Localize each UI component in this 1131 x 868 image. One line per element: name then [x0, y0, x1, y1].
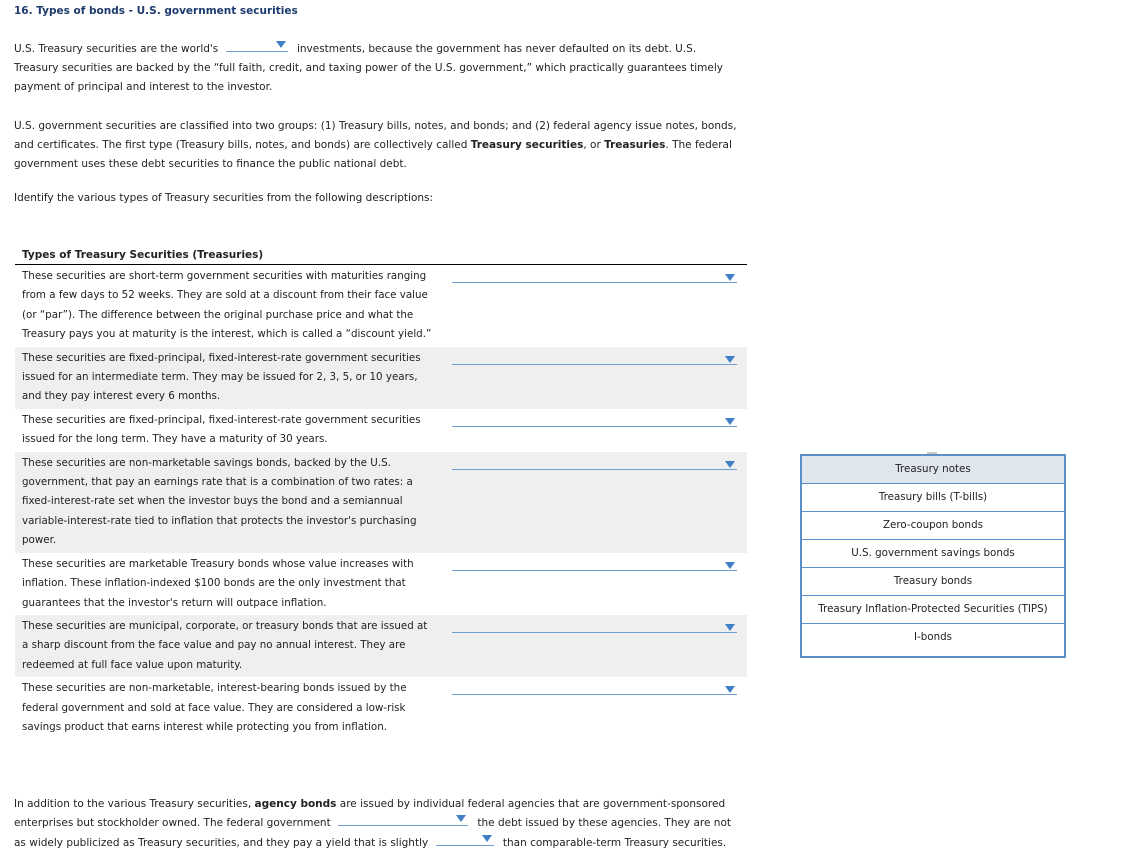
intro-text-before: U.S. Treasury securities are the world's [14, 43, 219, 55]
chevron-down-icon [456, 815, 466, 822]
treasuries-term: Treasuries [604, 139, 666, 151]
option-i-bonds[interactable]: I-bonds [913, 631, 952, 643]
option-treasury-notes[interactable]: Treasury notes [802, 456, 1064, 484]
guarantee-dropdown[interactable] [338, 814, 468, 826]
row-description: These securities are municipal, corporate, or treasury bonds that are issued at a sharp discount from the face value and pay no annual interest. They are redeemed at full face value upon maturity. [22, 619, 428, 671]
table-row [15, 452, 747, 553]
row-description: These securities are fixed-principal, fixed-interest-rate government securities issued for an intermediate term. They may be issued for 2, 3, 5, or 10 years, and they pay interest every 6 months. [22, 351, 421, 403]
chevron-down-icon [725, 418, 735, 425]
chevron-down-icon [725, 356, 735, 363]
safest-dropdown[interactable] [226, 40, 288, 52]
row-description: These securities are non-marketable savings bonds, backed by the U.S. government, that pay an earnings rate that is a combination of two rates: a fixed-interest-rate set when the investor buys the bond and a semiannual variable-interest-rate tied to inflation that protects the investor's purchasing power. [22, 456, 417, 547]
table-row [15, 615, 747, 677]
table-row [15, 409, 747, 452]
chevron-down-icon [276, 41, 286, 48]
agency-text-2: are issued by individual federal agencies that are government-sponsored enterprises but stockholder owned. The federal government [14, 798, 726, 830]
answer-dropdown-1[interactable] [452, 271, 737, 283]
chevron-down-icon [725, 274, 735, 281]
row-description: These securities are non-marketable, interest-bearing bonds issued by the federal government and sold at face value. They are considered a low-risk savings product that earns interest while protecting you from inflation. [22, 682, 407, 733]
intro-paragraph [14, 40, 744, 97]
chevron-down-icon [725, 624, 735, 631]
table-row [15, 553, 747, 615]
option-savings-bonds[interactable]: U.S. government savings bonds [802, 540, 1064, 568]
classification-text-3: . The federal government uses these debt securities to finance the public national debt. [14, 139, 732, 170]
chevron-down-icon [725, 562, 735, 569]
treasury-types-table [15, 246, 747, 739]
yield-dropdown[interactable] [436, 834, 494, 846]
chevron-down-icon [725, 461, 735, 468]
instruction-text: Identify the various types of Treasury securities from the following descriptions: [14, 192, 434, 204]
classification-text-1: U.S. government securities are classified into two groups: (1) Treasury bills, notes, and bonds; and (2) federal agency issue notes, bonds, and certificates. The first type (Treasury bills, notes, and bonds) are collectively called [14, 120, 737, 151]
row-description: These securities are marketable Treasury bonds whose value increases with inflation. These inflation-indexed $100 bonds are the only investment that guarantees that the investor's return will outpace inflation. [22, 557, 414, 609]
intro-text-after: investments, because the government has never defaulted on its debt. U.S. Treasury securities are backed by the “full faith, credit, and taxing power of the U.S. government,” which practically guarantees timely payment of principal and interest to the investor. [14, 43, 724, 93]
table-header: Types of Treasury Securities (Treasuries) [15, 246, 747, 265]
agency-text-1: In addition to the various Treasury securities, [14, 798, 252, 810]
table-row [15, 677, 747, 739]
chevron-down-icon [482, 835, 492, 842]
classification-paragraph [14, 117, 744, 174]
option-treasury-bills[interactable]: Treasury bills (T-bills) [802, 484, 1064, 512]
agency-bonds-paragraph [14, 795, 744, 853]
answer-dropdown-2[interactable] [452, 353, 737, 365]
option-zero-coupon-bonds[interactable]: Zero-coupon bonds [802, 512, 1064, 540]
chevron-down-icon [725, 686, 735, 693]
answer-dropdown-6[interactable] [452, 621, 737, 633]
row-description: These securities are fixed-principal, fixed-interest-rate government securities issued for the long term. They have a maturity of 30 years. [22, 413, 421, 446]
agency-text-4: than comparable-term Treasury securities. [502, 836, 727, 849]
option-tips[interactable]: Treasury Inflation-Protected Securities (TIPS) [802, 596, 1064, 624]
table-row [15, 265, 747, 347]
classification-text-2: , or [583, 139, 601, 151]
answer-dropdown-7[interactable] [452, 683, 737, 695]
table-row [15, 347, 747, 409]
option-treasury-bonds[interactable]: Treasury bonds [802, 568, 1064, 596]
agency-bonds-term: agency bonds [254, 798, 337, 810]
answer-dropdown-3[interactable] [452, 415, 737, 427]
answer-dropdown-5[interactable] [452, 559, 737, 571]
question-title: 16. Types of bonds - U.S. government securities [14, 5, 298, 17]
answer-dropdown-4[interactable] [452, 458, 737, 470]
row-description: These securities are short-term government securities with maturities ranging from a few days to 52 weeks. They are sold at a discount from their face value (or “par”). The difference between the original purchase price and what the Treasury pays you at maturity is the interest, which is called a “discount yield.” [22, 270, 432, 341]
treasury-securities-term: Treasury securities [470, 139, 584, 151]
agency-text-3: the debt issued by these agencies. They are not as widely publicized as Treasury securities, and they pay a yield that is slightly [14, 817, 732, 849]
answer-options-panel [800, 454, 1066, 658]
